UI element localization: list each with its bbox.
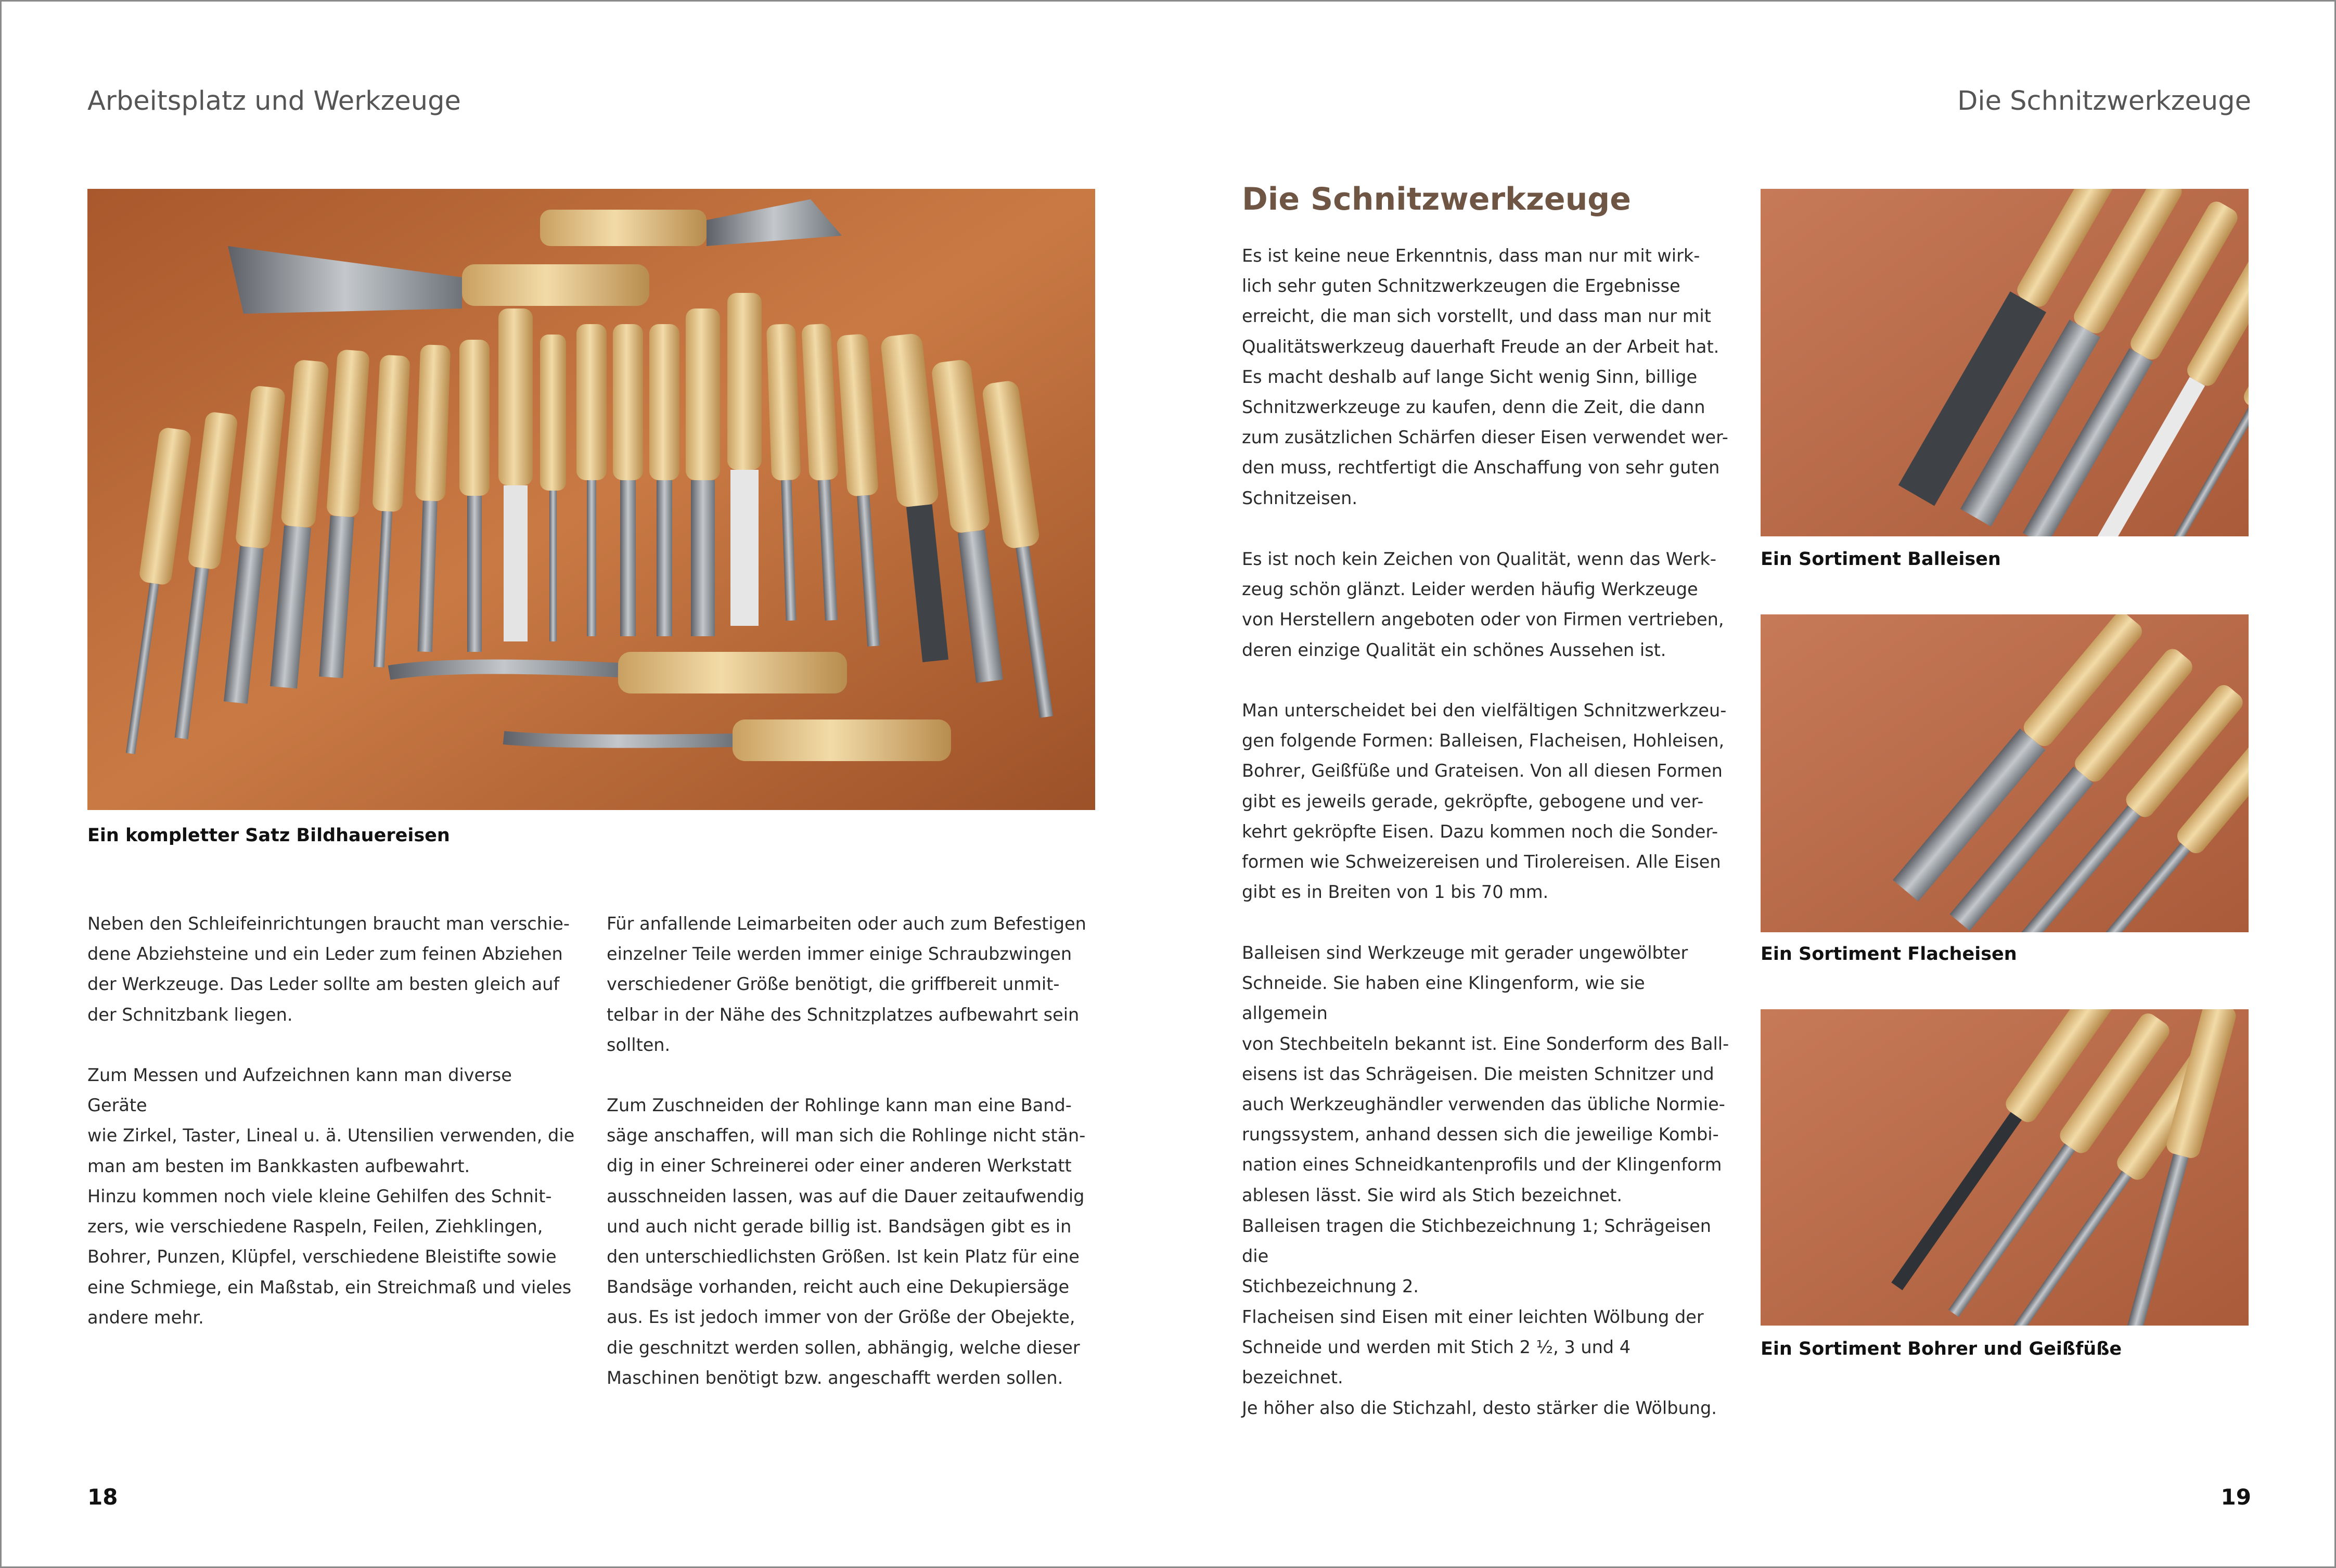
photo-bohrer-geissfuesse [1761,1009,2249,1326]
running-head: Die Schnitzwerkzeuge [1957,86,2251,117]
carving-tools-photo [87,189,1095,810]
paragraph [1242,1211,1731,1302]
photo-balleisen [1761,189,2249,536]
paragraph-text: Es ist noch kein Zeichen von Qualität, wenn das Werk- zeug schön glänzt. Leider werden häufig Werkzeuge von Herstellern angeboten oder von Firmen vertrieben, deren einzige Qualität ein schönes Aussehen ist. [1242,549,1724,660]
photo-caption: Ein Sortiment Flacheisen [1761,944,2017,965]
paragraph-text: Neben den Schleifeinrichtungen braucht man verschie- dene Abziehsteine und ein Leder zum feinen Abziehen der Werkzeuge. Das Leder sollte am besten gleich auf der Schnitzbank liegen. [87,914,570,1025]
paragraph [607,909,1096,1060]
section-title: Die Schnitzwerkzeuge [1242,181,1631,217]
paragraph-text: Balleisen sind Werkzeuge mit gerader ungewölbter Schneide. Sie haben eine Klingenform, wie sie allgemein von Stechbeiteln bekannt ist. Eine Sonderform des Ball- eisens ist das Schrägeisen. Die meisten Schnitzer und auch Werkzeughändler verwenden das übliche Normie- rungssystem, anhand dessen sich die jeweilige Kombi- nation eines Schneidkantenprofils und der Klingenform ablesen lässt. Sie wird als Stich bezeichnet. [1242,943,1729,1205]
photo-flacheisen [1761,614,2249,932]
paragraph-text: Es ist keine neue Erkenntnis, dass man nur mit wirk- lich sehr guten Schnitzwerkzeugen die Ergebnisse erreicht, die man sich vorstellt, und dass man nur mit Qualitätswerkzeug dauerhaft Freude an der Arbeit hat. Es macht deshalb auf lange Sicht wenig Sinn, billige Schnitzwerkzeuge zu kaufen, denn die Zeit, die dann zum zusätzlichen Schärfen dieser Eisen verwendet wer- den muss, rechtfertigt die Anschaffung von sehr guten Schnitzeisen. [1242,246,1728,508]
paragraph-text: Hinzu kommen noch viele kleine Gehilfen des Schnit- zers, wie verschiedene Raspeln, Feilen, Ziehklingen, Bohrer, Punzen, Klüpfel, verschiedene Bleistifte sowie eine Schmiege, ein Maßstab, ein Streichmaß und vieles andere mehr. [87,1186,572,1328]
paragraph [87,1181,576,1333]
photo-caption: Ein Sortiment Balleisen [1761,549,2001,570]
photo-caption: Ein Sortiment Bohrer und Geißfüße [1761,1339,2122,1359]
photo-caption: Ein kompletter Satz Bildhauereisen [87,825,450,846]
paragraph-text: Für anfallende Leimarbeiten oder auch zum Befestigen einzelner Teile werden immer einige Schraubzwingen verschiedener Größe benötigt, die griffbereit unmit- telbar in der Nähe des Schnitzplatzes aufbewahrt sein sollten. [607,914,1086,1055]
page-number: 18 [87,1484,118,1510]
paragraph-text: Zum Zuschneiden der Rohlinge kann man eine Band- säge anschaffen, will man sich die Rohlinge nicht stän- dig in einer Schreinerei oder einer anderen Werkstatt ausschneiden lassen, was auf die Dauer zeitaufwendig und auch nicht gerade billig ist. Bandsägen gibt es in den unterschiedlichsten Größen. Ist kein Platz für eine Bandsäge vorhanden, reicht auch eine Dekupiersäge aus. Es ist jedoch immer von der Größe der Obejekte, die geschnitzt werden sollen, abhängig, welche dieser Maschinen benötigt bzw. angeschafft werden sollen. [607,1095,1086,1388]
paragraph [1242,241,1731,513]
right-page [1168,0,2336,1568]
photo-bildhauereisen [87,189,1095,810]
paragraph [1242,696,1731,907]
page-number: 19 [2221,1484,2251,1510]
bohrer-geissfuesse-photo [1761,1009,2249,1326]
paragraph [607,1090,1096,1393]
paragraph [1242,544,1731,665]
paragraph-text: Flacheisen sind Eisen mit einer leichten Wölbung der Schneide und werden mit Stich 2 ½, 3 und 4 bezeichnet. Je höher also die Stichzahl, desto stärker die Wölbung. [1242,1307,1717,1418]
paragraph-text: Man unterscheidet bei den vielfältigen Schnitzwerkzeu- gen folgende Formen: Balleisen, Flacheisen, Hohleisen, Bohrer, Geißfüße und Grateisen. Von all diesen Formen gibt es jeweils gerade, gekröpfte, gebogene und ver- kehrt gekröpfte Eisen. Dazu kommen noch die Sonder- formen wie Schweizereisen und Tirolereisen. Alle Eisen gibt es in Breiten von 1 bis 70 mm. [1242,700,1727,903]
paragraph [1242,938,1731,1211]
paragraph-text: Zum Messen und Aufzeichnen kann man diverse Geräte wie Zirkel, Taster, Lineal u. ä. Utensilien verwenden, die man am besten im Bankkasten aufbewahrt. [87,1065,575,1176]
paragraph [87,1060,576,1181]
running-head: Arbeitsplatz und Werkzeuge [87,86,461,117]
paragraph-text: Balleisen tragen die Stichbezeichnung 1; Schrägeisen die Stichbezeichnung 2. [1242,1216,1711,1297]
paragraph [1242,1302,1731,1423]
balleisen-photo [1761,189,2249,536]
paragraph [87,909,576,1030]
flacheisen-photo [1761,614,2249,932]
